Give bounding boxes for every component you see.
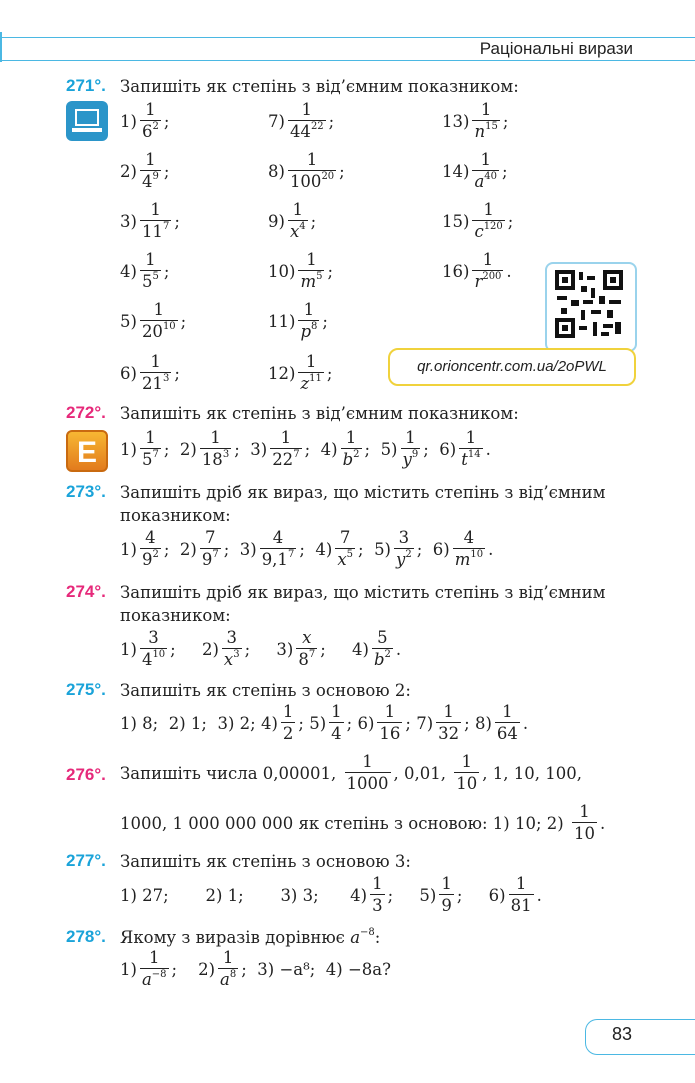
task-271-item: 2) 1 $4^9$ ; [120, 150, 170, 191]
task-278-text: Якому з виразів дорівнює $a^{-8}$: [120, 926, 381, 947]
task-272-items: 1) 1 $5^7$ ; 2) 1 $18^3$ ; 3) 1 $22^7$ ; 4) 1 $b^2$ ; 5) 1 $y^9$ ; 6) 1 $t^{14}$ . [120, 428, 491, 469]
page-number: 83 [612, 1024, 633, 1044]
task-271-item: 15) 1 $c^{120}$ ; [442, 200, 514, 241]
task-271-item: 3) 1 $11^7$ ; [120, 200, 180, 241]
task-273-line2: показником: [120, 506, 231, 525]
task-271-item: 4) 1 $5^5$ ; [120, 250, 170, 291]
task-277-items: 1) 27; 2) 1; 3) 3; 4) 1 3 ; 5) 1 9 ; 6) 1 81 . [120, 874, 542, 915]
header-rule [0, 37, 695, 38]
task-271-item: 12) 1 $z^{11}$ ; [268, 352, 333, 393]
task-273-number: 273°. [66, 482, 106, 501]
task-277-text: Запишіть як степінь з основою 3: [120, 852, 411, 871]
task-275-items: 1) 8; 2) 1; 3) 2; 4) 1 2 ; 5) 1 4 ; 6) 1 16 ; 7) 1 32 ; 8) 1 64 . [120, 702, 529, 743]
task-276-line1: Запишіть числа 0,00001, 1 1000 , 0,01, 1 10 , 1, 10, 100, [120, 752, 582, 793]
header-title: Раціональні вирази [479, 39, 633, 58]
task-275-number: 275°. [66, 680, 106, 699]
task-273-items: 1) 4 $9^2$ ; 2) 7 $9^7$ ; 3) 4 $9,1^7$ ; 4) 7 $x^5$ ; 5) 3 $y^2$ ; 6) 4 $m^{10}$ . [120, 528, 494, 569]
qr-code[interactable] [545, 262, 637, 352]
task-274-line2: показником: [120, 606, 231, 625]
task-271-item: 11) 1 $p^8$ ; [268, 300, 328, 341]
task-273-line1: Запишіть дріб як вираз, що містить степінь з від’ємним [120, 483, 606, 502]
task-271-item: 10) 1 $m^5$ ; [268, 250, 334, 291]
task-271-item: 7) 1 $44^{22}$ ; [268, 100, 335, 141]
task-271-item: 1) 1 $6^2$ ; [120, 100, 170, 141]
qr-url[interactable]: qr.orioncentr.com.ua/2oPWL [388, 348, 636, 386]
task-278-number: 278°. [66, 927, 106, 946]
task-271-text: Запишіть як степінь з від’ємним показником: [120, 77, 519, 96]
task-274-number: 274°. [66, 582, 106, 601]
task-274-items: 1) 3 $4^{10}$ ; 2) 3 $x^3$ ; 3) x $8^7$ ; 4) 5 $b^2$ . [120, 628, 402, 669]
task-271-item: 5) 1 $20^{10}$ ; [120, 300, 187, 341]
task-271-item: 14) 1 $a^{40}$ ; [442, 150, 508, 191]
task-274-line1: Запишіть дріб як вираз, що містить степінь з від’ємним [120, 583, 606, 602]
task-271-item: 9) 1 $x^4$ ; [268, 200, 317, 241]
laptop-icon [66, 101, 108, 141]
task-271-item: 16) 1 $r^{200}$ . [442, 250, 512, 291]
task-272-text: Запишіть як степінь з від’ємним показником: [120, 404, 519, 423]
header-bottom-rule [0, 60, 695, 61]
task-271-number: 271°. [66, 76, 106, 95]
task-278-items: 1) 1 $a^{-8}$ ; 2) 1 $a^8$ ; 3) −a⁸; 4) −8a? [120, 948, 391, 989]
task-276-line2: 1000, 1 000 000 000 як степінь з основою: 1) 10; 2) 1 10 . [120, 802, 606, 843]
task-277-number: 277°. [66, 851, 106, 870]
task-271-item: 8) 1 $100^{20}$ ; [268, 150, 345, 191]
task-271-item: 13) 1 $n^{15}$ ; [442, 100, 509, 141]
page-number-box [585, 1019, 695, 1055]
task-271-item: 6) 1 $21^3$ ; [120, 352, 180, 393]
e-icon: E [66, 430, 108, 472]
task-275-text: Запишіть як степінь з основою 2: [120, 681, 411, 700]
task-272-number: 272°. [66, 403, 106, 422]
header-left-bracket [0, 32, 8, 62]
task-276-number: 276°. [66, 765, 106, 784]
